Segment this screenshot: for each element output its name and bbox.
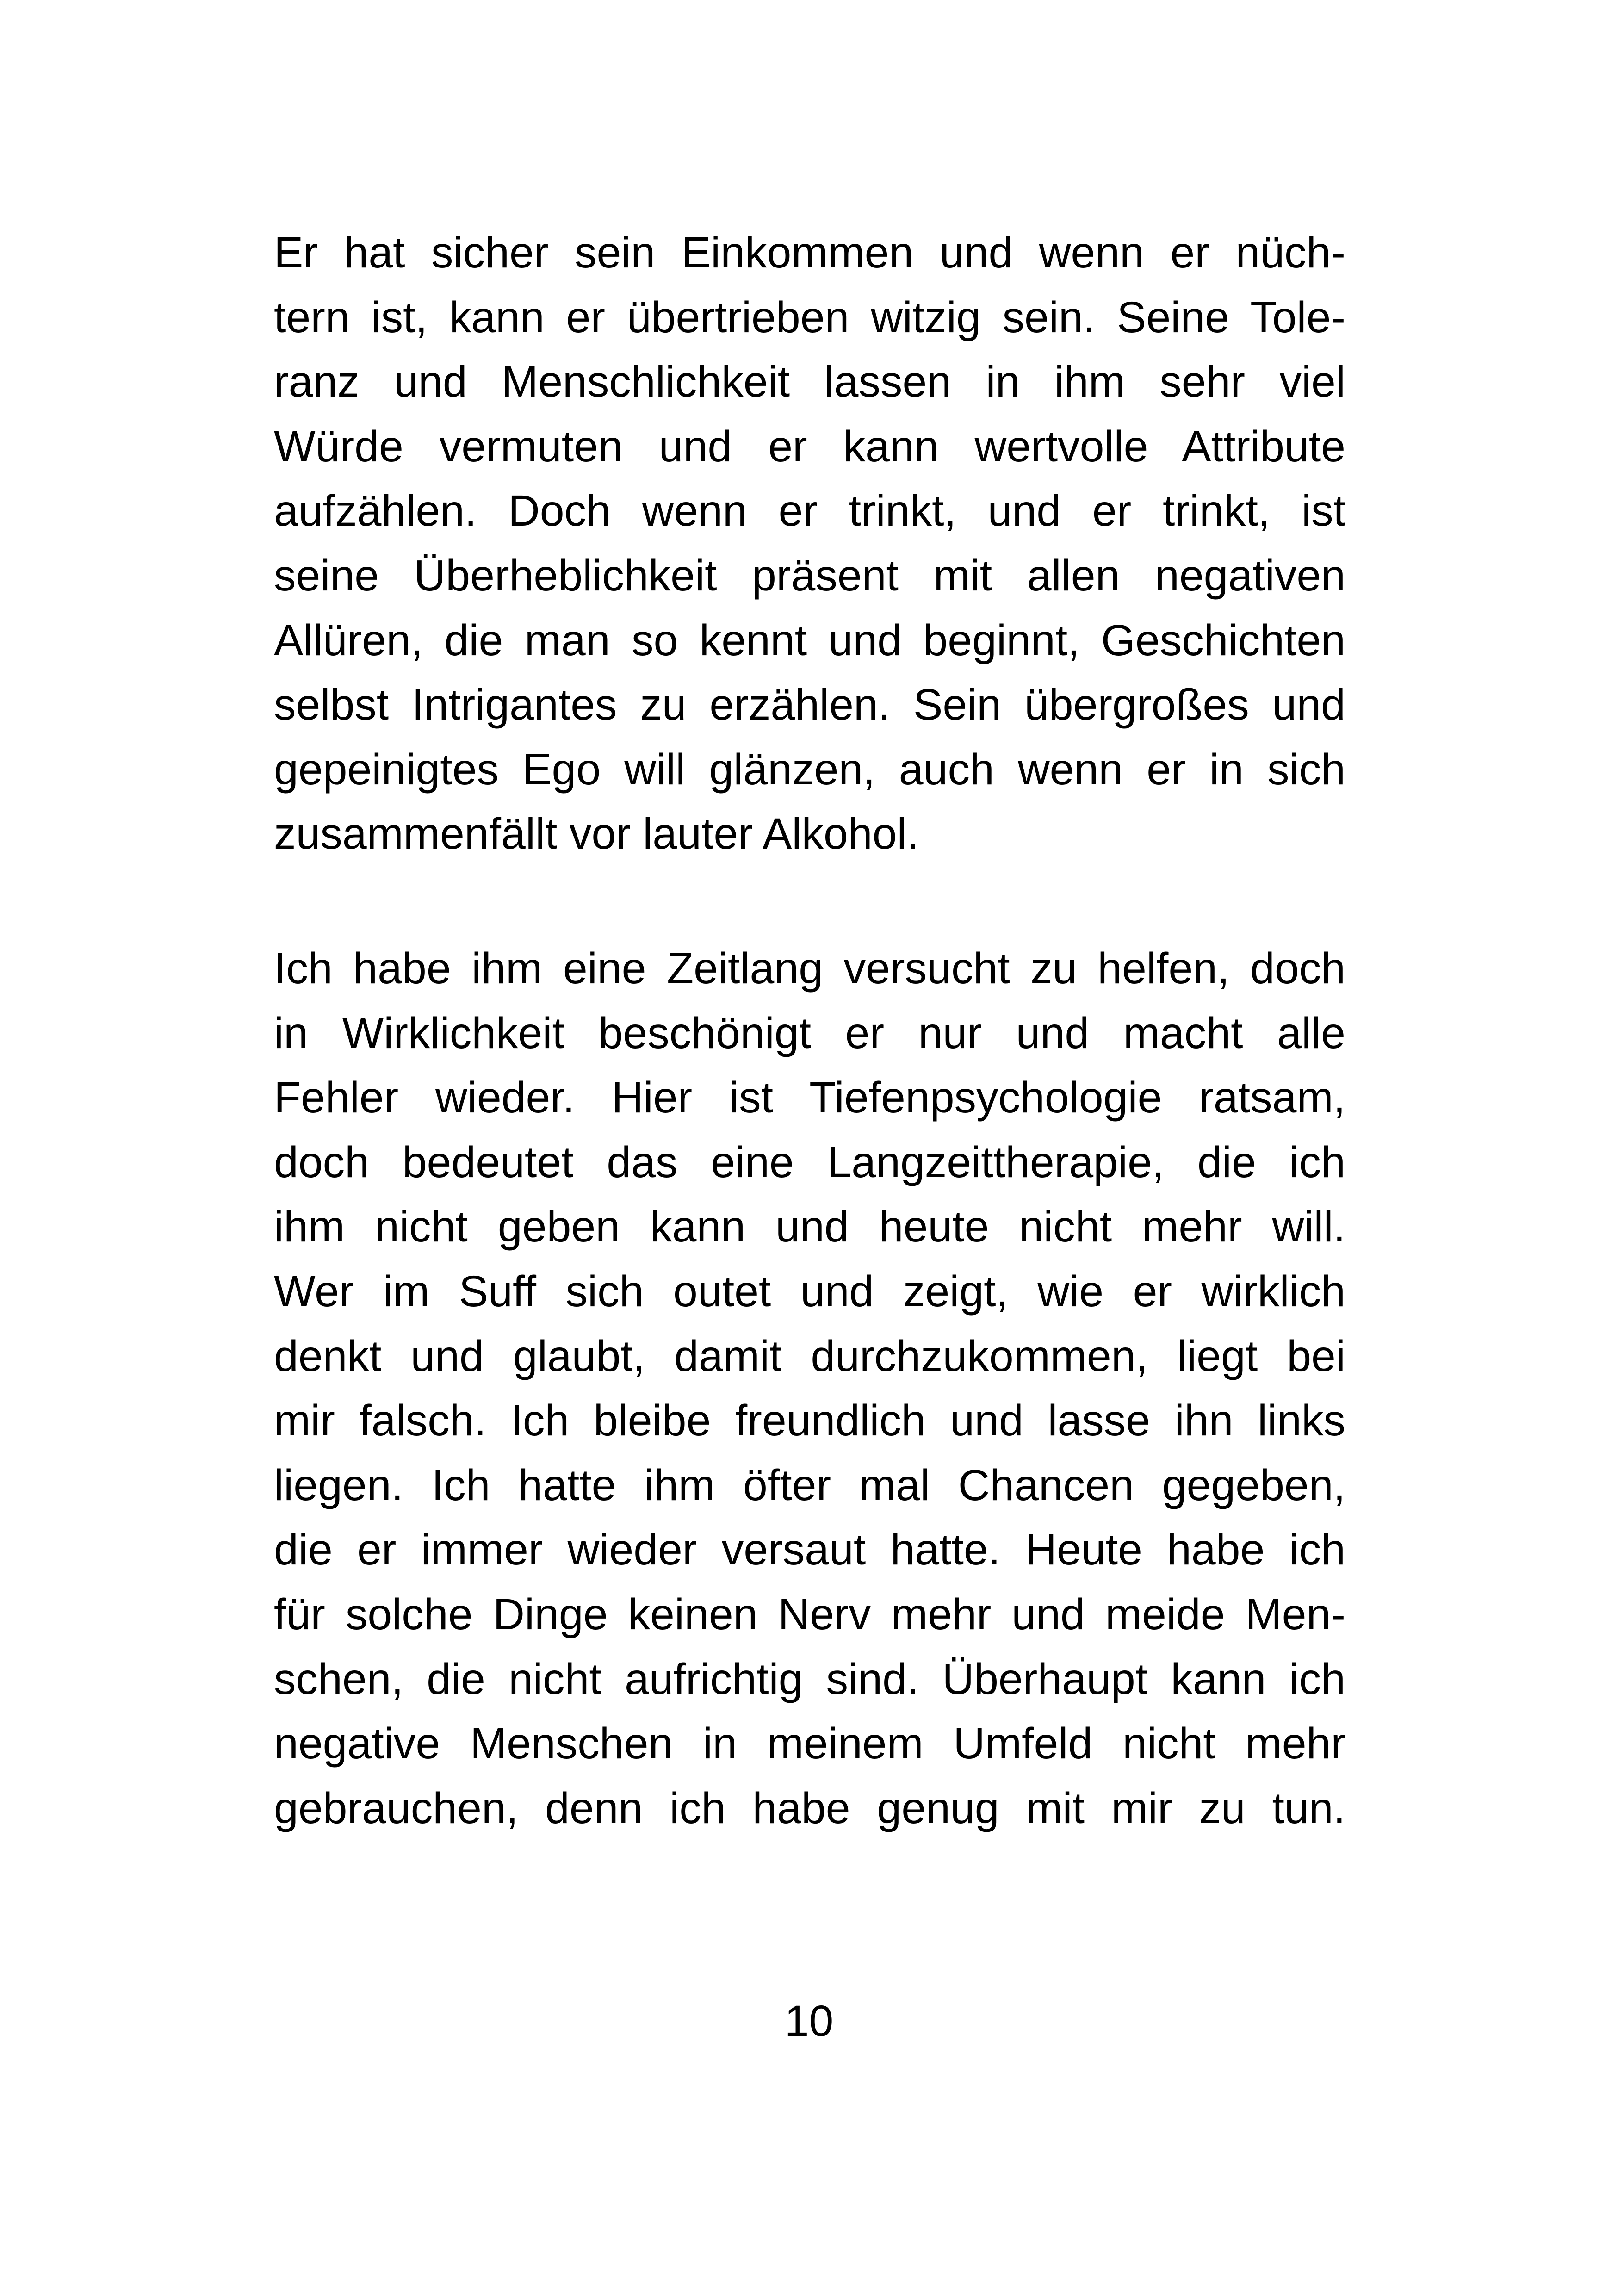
- text-line: tern ist, kann er übertrieben witzig sein. Seine Tole-: [274, 292, 1345, 342]
- text-line: gebrauchen, denn ich habe genug mit mir zu tun.: [274, 1783, 1345, 1833]
- paragraph-2: [274, 937, 1345, 1841]
- text-line: doch bedeutet das eine Langzeittherapie, die ich: [274, 1137, 1345, 1187]
- text-line: zusammenfällt vor lauter Alkohol.: [274, 809, 919, 859]
- text-line: schen, die nicht aufrichtig sind. Überhaupt kann ich: [274, 1654, 1345, 1704]
- text-line: Wer im Suff sich outet und zeigt, wie er wirklich: [274, 1266, 1345, 1316]
- text-line: negative Menschen in meinem Umfeld nicht mehr: [274, 1719, 1345, 1769]
- text-line: liegen. Ich hatte ihm öfter mal Chancen gegeben,: [274, 1460, 1345, 1510]
- text-line: die er immer wieder versaut hatte. Heute habe ich: [274, 1525, 1345, 1575]
- text-line: ranz und Menschlichkeit lassen in ihm sehr viel: [274, 357, 1345, 407]
- page-number: 10: [784, 1997, 834, 2046]
- text-line: Er hat sicher sein Einkommen und wenn er nüch-: [274, 228, 1345, 277]
- paragraph-1: [274, 221, 1345, 867]
- text-line: aufzählen. Doch wenn er trinkt, und er trinkt, ist: [274, 486, 1345, 536]
- text-line: Fehler wieder. Hier ist Tiefenpsychologie ratsam,: [274, 1073, 1345, 1123]
- text-line: gepeinigtes Ego will glänzen, auch wenn er in sich: [274, 745, 1345, 794]
- text-line: Allüren, die man so kennt und beginnt, Geschichten: [274, 615, 1345, 665]
- text-line: denkt und glaubt, damit durchzukommen, liegt bei: [274, 1331, 1345, 1381]
- text-line: selbst Intrigantes zu erzählen. Sein übergroßes und: [274, 680, 1345, 730]
- text-line: für solche Dinge keinen Nerv mehr und meide Men-: [274, 1589, 1345, 1639]
- text-line: seine Überheblichkeit präsent mit allen negativen: [274, 551, 1345, 600]
- text-line: in Wirklichkeit beschönigt er nur und macht alle: [274, 1008, 1345, 1058]
- text-line: mir falsch. Ich bleibe freundlich und lasse ihn links: [274, 1396, 1345, 1446]
- text-line: Ich habe ihm eine Zeitlang versucht zu helfen, doch: [274, 944, 1345, 993]
- text-line: ihm nicht geben kann und heute nicht mehr will.: [274, 1202, 1345, 1252]
- text-line: Würde vermuten und er kann wertvolle Attribute: [274, 422, 1345, 471]
